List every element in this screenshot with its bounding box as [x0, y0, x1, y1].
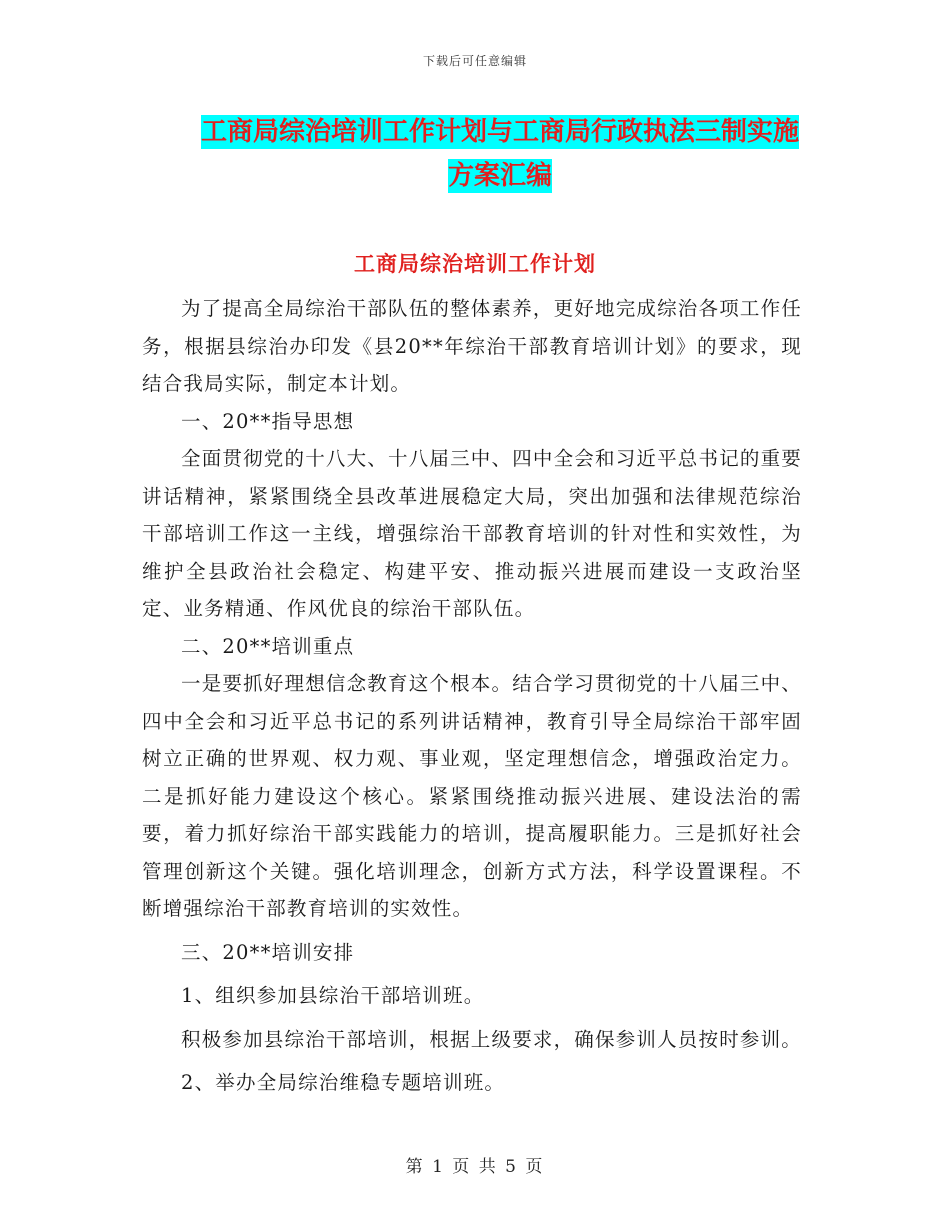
- document-title-text: 工商局综治培训工作计划与工商局行政执法三制实施方案汇编: [200, 117, 799, 191]
- heading-training-arrangement: 三、20**培训安排: [181, 940, 355, 964]
- document-body: [142, 290, 802, 1102]
- paragraph-training-focus: 一是要抓好理想信念教育这个根本。结合学习贯彻党的十八届三中、四中全会和习近平总书记的系列讲话精神，教育引导全局综治干部牢固树立正确的世界观、权力观、事业观，坚定理想信念，增强政治定力。二是抓好能力建设这个核心。紧紧围绕推动振兴进展、建设法治的需要，着力抓好综治干部实践能力的培训，提高履职能力。三是抓好社会管理创新这个关键。强化培训理念，创新方式方法，科学设置课程。不断增强综治干部教育培训的实效性。: [142, 672, 803, 920]
- heading-guiding-thought: 一、20**指导思想: [181, 409, 355, 433]
- list-item-2: 2、举办全局综治维稳专题培训班。: [181, 1071, 506, 1094]
- list-item-1: 1、组织参加县综治干部培训班。: [181, 984, 485, 1007]
- section-title: 工商局综治培训工作计划: [354, 252, 596, 276]
- page-header-note: 下载后可任意编辑: [422, 54, 527, 68]
- paragraph-intro: 为了提高全局综治干部队伍的整体素养，更好地完成综治各项工作任务，根据县综治办印发《县20**年综治干部教育培训计划》的要求，现结合我局实际，制定本计划。: [142, 297, 803, 395]
- heading-training-focus: 二、20**培训重点: [181, 634, 355, 658]
- paragraph-item-1-detail: 积极参加县综治干部培训，根据上级要求，确保参训人员按时参训。: [181, 1027, 803, 1051]
- document-title: [190, 110, 810, 198]
- page-number-footer: 第 1 页 共 5 页: [405, 1157, 545, 1177]
- paragraph-guiding-thought: 全面贯彻党的十八大、十八届三中、四中全会和习近平总书记的重要讲话精神，紧紧围绕全县改革进展稳定大局，突出加强和法律规范综治干部培训工作这一主线，增强综治干部教育培训的针对性和实效性，为维护全县政治社会稳定、构建平安、推动振兴进展而建设一支政治坚定、业务精通、作风优良的综治干部队伍。: [142, 447, 803, 620]
